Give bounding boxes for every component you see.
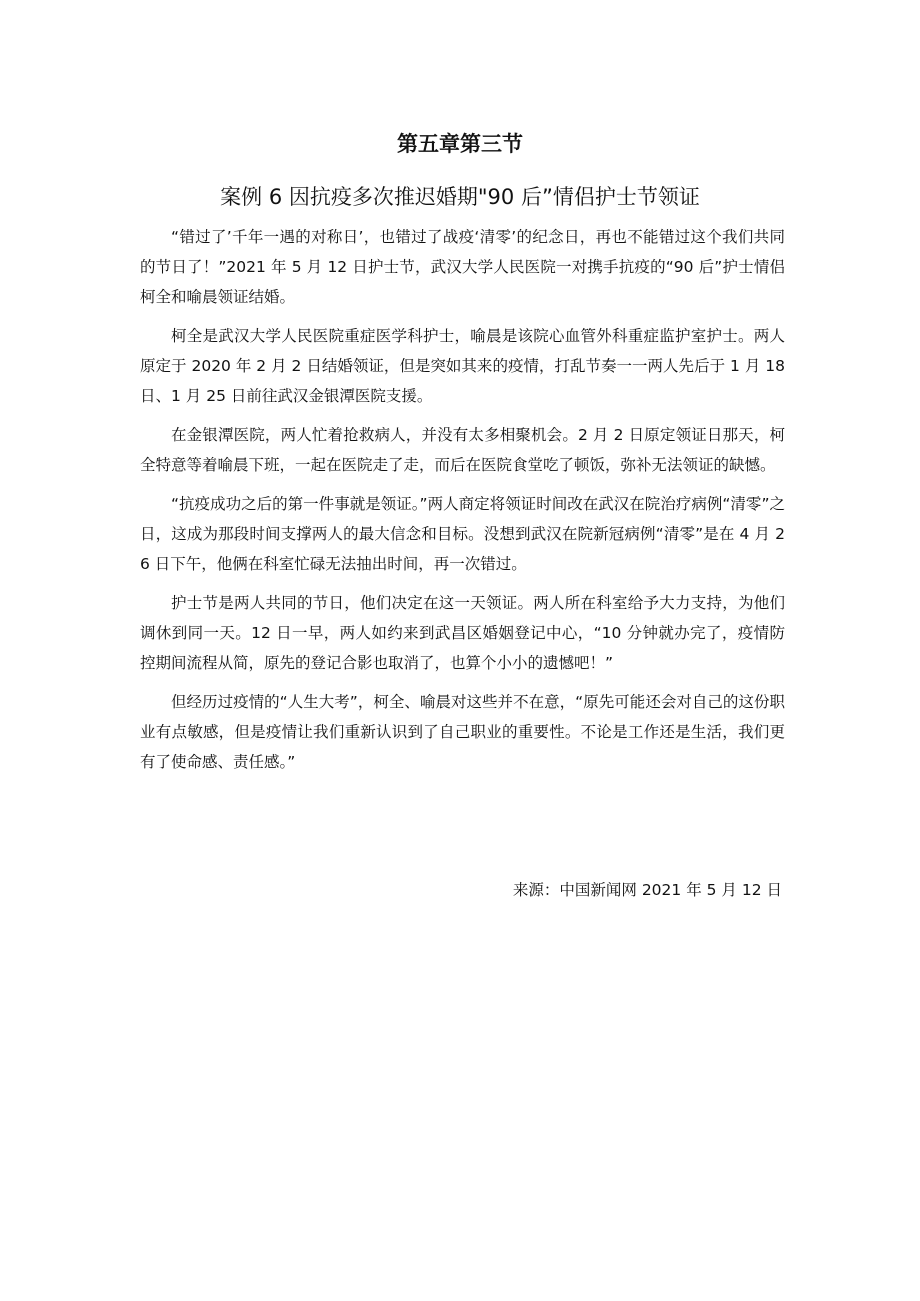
paragraph-6: 但经历过疫情的“人生大考”，柯全、喻晨对这些并不在意，“原先可能还会对自己的这份职业有点敏感，但是疫情让我们重新认识到了自己职业的重要性。不论是工作还是生活，我们更有了使命感、责任感。”: [140, 693, 785, 771]
source-line: 来源：中国新闻网 2021 年 5 月 12 日: [512, 881, 782, 899]
paragraph-2: 柯全是武汉大学人民医院重症医学科护士，喻晨是该院心血管外科重症监护室护士。两人原定于 2020 年 2 月 2 日结婚领证，但是突如其来的疫情，打乱节奏一一两人先后于 1 月 18 日、1 月 25 日前往武汉金银潭医院支援。: [140, 327, 785, 405]
paragraph-4: “抗疫成功之后的第一件事就是领证。”两人商定将领证时间改在武汉在院治疗病例“清零”之日，这成为那段时间支撑两人的最大信念和目标。没想到武汉在院新冠病例“清零”是在 4 月 26 日下午，他俩在科室忙碌无法抽出时间，再一次错过。: [140, 495, 785, 573]
chapter-title: 第五章第三节: [397, 132, 523, 156]
paragraph-1: “错过了’千年一遇的对称日’，也错过了战疫‘清零’的纪念日，再也不能错过这个我们共同的节日了！”2021 年 5 月 12 日护士节，武汉大学人民医院一对携手抗疫的“90 后”护士情侣柯全和喻晨领证结婚。: [140, 228, 785, 306]
case-title: 案例 6 因抗疫多次推迟婚期"90 后”情侣护士节领证: [220, 185, 700, 209]
paragraph-5: 护士节是两人共同的节日，他们决定在这一天领证。两人所在科室给予大力支持，为他们调休到同一天。12 日一早，两人如约来到武昌区婚姻登记中心，“10 分钟就办完了，疫情防控期间流程从简，原先的登记合影也取消了，也算个小小的遗憾吧！”: [140, 594, 785, 672]
article-body: [140, 222, 785, 786]
paragraph-3: 在金银潭医院，两人忙着抢救病人，并没有太多相聚机会。2 月 2 日原定领证日那天，柯全特意等着喻晨下班，一起在医院走了走，而后在医院食堂吃了顿饭，弥补无法领证的缺憾。: [140, 426, 785, 474]
